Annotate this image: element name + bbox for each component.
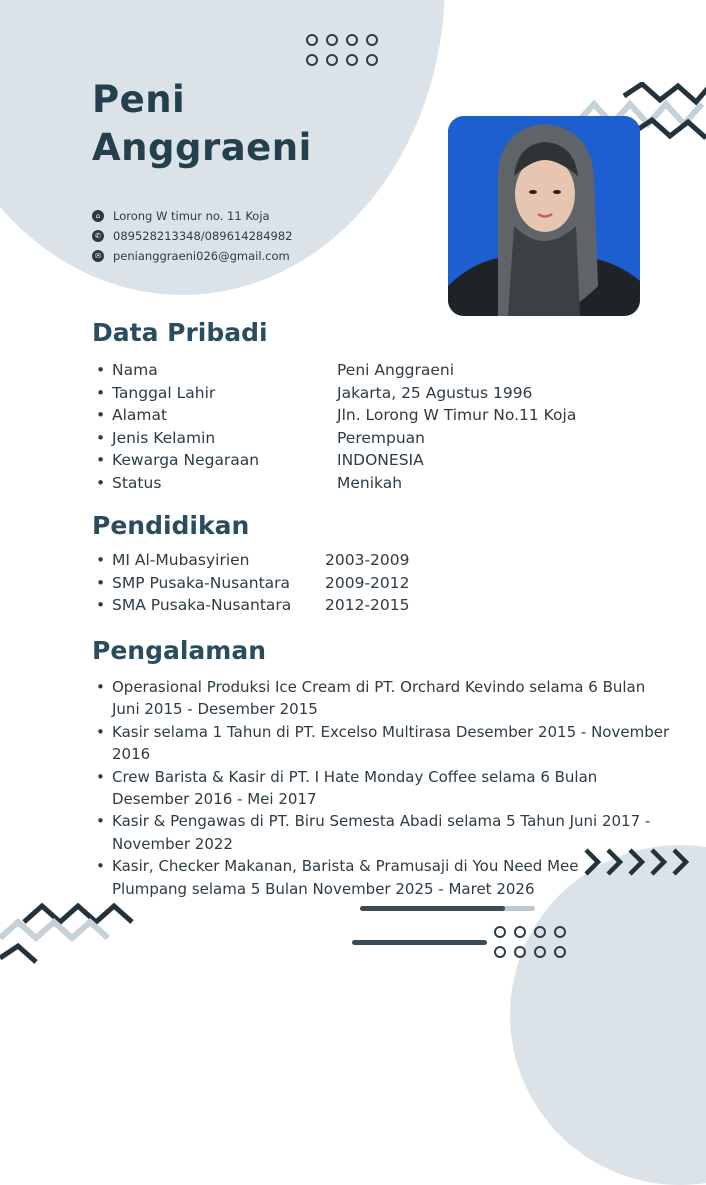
home-icon: ⌂ xyxy=(92,210,104,222)
list-item: • SMA Pusaka-Nusantara xyxy=(96,594,291,617)
profile-photo xyxy=(448,116,640,316)
list-item: • MI Al-Mubasyirien xyxy=(96,549,291,572)
section-title-education: Pendidikan xyxy=(92,511,250,540)
phone-text: 089528213348/089614284982 xyxy=(113,229,293,243)
address-text: Lorong W timur no. 11 Koja xyxy=(113,209,270,223)
contact-info xyxy=(92,206,292,266)
list-item: • Kasir & Pengawas di PT. Biru Semesta Abadi selama 5 Tahun Juni 2017 - November 2022 xyxy=(96,810,672,855)
value-alamat: Jln. Lorong W Timur No.11 Koja xyxy=(337,406,577,424)
dots-pattern-top xyxy=(306,34,378,66)
personal-labels xyxy=(96,359,259,494)
list-item: • Status xyxy=(96,472,259,495)
list-item: • Kasir, Checker Makanan, Barista & Pramusaji di You Need Mee Plumpang selama 5 Bulan November 2025 - Maret 2026 xyxy=(96,855,588,900)
zigzag-bottom-left xyxy=(0,896,140,976)
education-years xyxy=(325,549,410,617)
value-nama: Peni Anggraeni xyxy=(337,361,455,379)
value-status: Menikah xyxy=(337,473,403,492)
experience-list xyxy=(96,676,672,900)
education-year: 2003-2009 xyxy=(325,551,410,569)
value-kewarganegaraan: INDONESIA xyxy=(337,451,424,469)
list-item: • Kasir selama 1 Tahun di PT. Excelso Multirasa Desember 2015 - November 2016 xyxy=(96,721,672,766)
contact-phone xyxy=(92,226,292,246)
list-item: • Tanggal Lahir xyxy=(96,382,259,405)
education-schools xyxy=(96,549,291,617)
list-item: • Operasional Produksi Ice Cream di PT. Orchard Kevindo selama 6 Bulan Juni 2015 - Desember 2015 xyxy=(96,676,672,721)
list-item: • SMP Pusaka-Nusantara xyxy=(96,572,291,595)
value-tanggal-lahir: Jakarta, 25 Agustus 1996 xyxy=(337,383,533,402)
decorative-bar xyxy=(352,940,487,945)
list-item: • Jenis Kelamin xyxy=(96,427,259,450)
value-jenis-kelamin: Perempuan xyxy=(337,428,425,447)
phone-icon: ✆ xyxy=(92,230,104,242)
first-name: Peni xyxy=(92,78,186,121)
list-item: • Crew Barista & Kasir di PT. I Hate Monday Coffee selama 6 Bulan Desember 2016 - Mei 2017 xyxy=(96,766,672,811)
decorative-bar xyxy=(360,906,505,911)
dots-pattern-bottom xyxy=(494,926,566,958)
section-title-experience: Pengalaman xyxy=(92,636,266,665)
personal-values xyxy=(337,359,576,494)
contact-email xyxy=(92,246,292,266)
full-name xyxy=(92,76,312,172)
list-item: • Nama xyxy=(96,359,259,382)
education-year: 2009-2012 xyxy=(325,573,410,592)
email-text: penianggraeni026@gmail.com xyxy=(113,249,290,263)
email-icon: ✉ xyxy=(92,250,104,262)
education-year: 2012-2015 xyxy=(325,596,410,614)
list-item: • Alamat xyxy=(96,404,259,427)
list-item: • Kewarga Negaraan xyxy=(96,449,259,472)
last-name: Anggraeni xyxy=(92,126,312,169)
contact-address xyxy=(92,206,292,226)
section-title-personal: Data Pribadi xyxy=(92,318,268,347)
